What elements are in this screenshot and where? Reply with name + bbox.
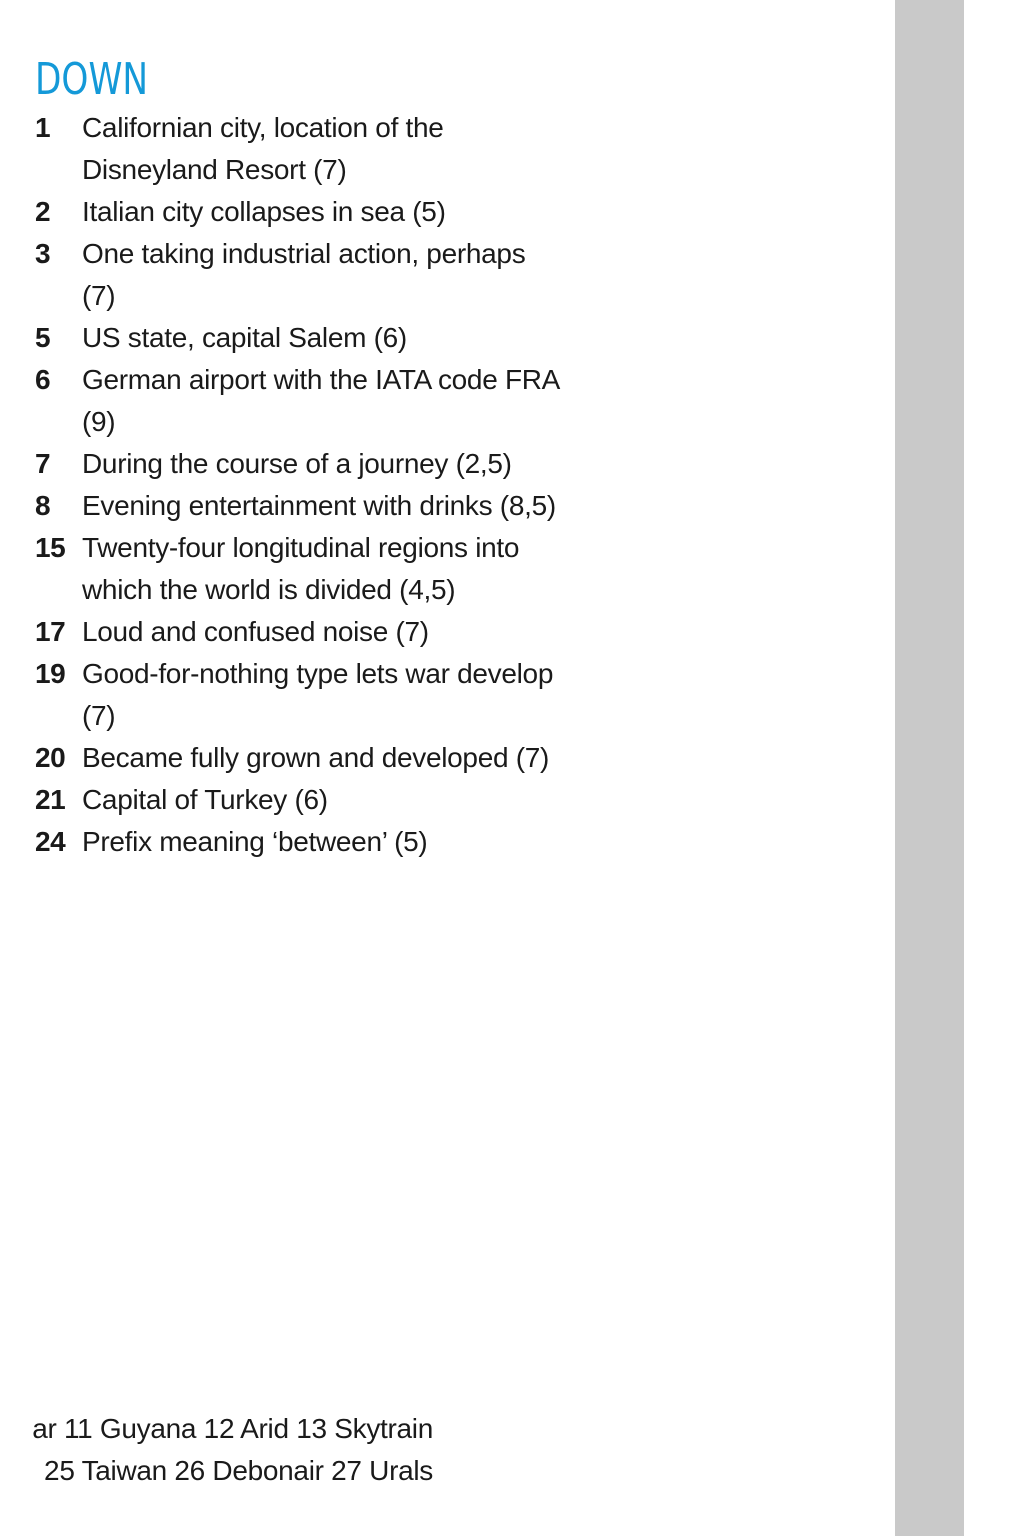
clue-text: Loud and confused noise (7) <box>82 616 429 647</box>
side-margin-bar <box>895 0 964 1536</box>
down-clue-list <box>35 107 565 863</box>
clue-text: Capital of Turkey (6) <box>82 784 328 815</box>
clue-item <box>35 485 565 527</box>
clue-number: 24 <box>35 826 66 857</box>
clue-text: Italian city collapses in sea (5) <box>82 196 446 227</box>
clue-item <box>35 359 565 443</box>
clue-text: US state, capital Salem (6) <box>82 322 407 353</box>
clue-number: 2 <box>35 196 51 227</box>
clue-text: Twenty-four longitudinal regions into which the world is divided (4,5) <box>82 532 520 605</box>
clue-item <box>35 611 565 653</box>
clue-number: 1 <box>35 112 51 143</box>
clue-number: 17 <box>35 616 66 647</box>
clue-item <box>35 443 565 485</box>
clue-item <box>35 653 565 737</box>
answers-footer <box>32 1408 433 1492</box>
clue-text: During the course of a journey (2,5) <box>82 448 512 479</box>
clue-text: One taking industrial action, perhaps (7) <box>82 238 526 311</box>
clue-text: Evening entertainment with drinks (8,5) <box>82 490 556 521</box>
clue-number: 5 <box>35 322 51 353</box>
clue-item <box>35 779 565 821</box>
clue-number: 8 <box>35 490 51 521</box>
clue-text: Californian city, location of the Disneyland Resort (7) <box>82 112 444 185</box>
clue-item <box>35 737 565 779</box>
clue-number: 19 <box>35 658 66 689</box>
answers-line-2: 25 Taiwan 26 Debonair 27 Urals <box>44 1455 433 1486</box>
clue-number: 3 <box>35 238 51 269</box>
clue-number: 6 <box>35 364 51 395</box>
clue-item <box>35 317 565 359</box>
clue-text: Became fully grown and developed (7) <box>82 742 550 773</box>
clue-number: 7 <box>35 448 51 479</box>
clue-item <box>35 107 565 191</box>
clue-text: German airport with the IATA code FRA (9) <box>82 364 559 437</box>
answers-line-1: ar 11 Guyana 12 Arid 13 Skytrain <box>32 1413 433 1444</box>
clue-number: 20 <box>35 742 66 773</box>
clue-item <box>35 821 565 863</box>
down-heading: DOWN <box>35 54 149 105</box>
clue-item <box>35 527 565 611</box>
clue-item <box>35 191 565 233</box>
clue-text: Good-for-nothing type lets war develop (7) <box>82 658 554 731</box>
clue-number: 15 <box>35 532 66 563</box>
clue-number: 21 <box>35 784 66 815</box>
clue-text: Prefix meaning ‘between’ (5) <box>82 826 428 857</box>
clue-item <box>35 233 565 317</box>
